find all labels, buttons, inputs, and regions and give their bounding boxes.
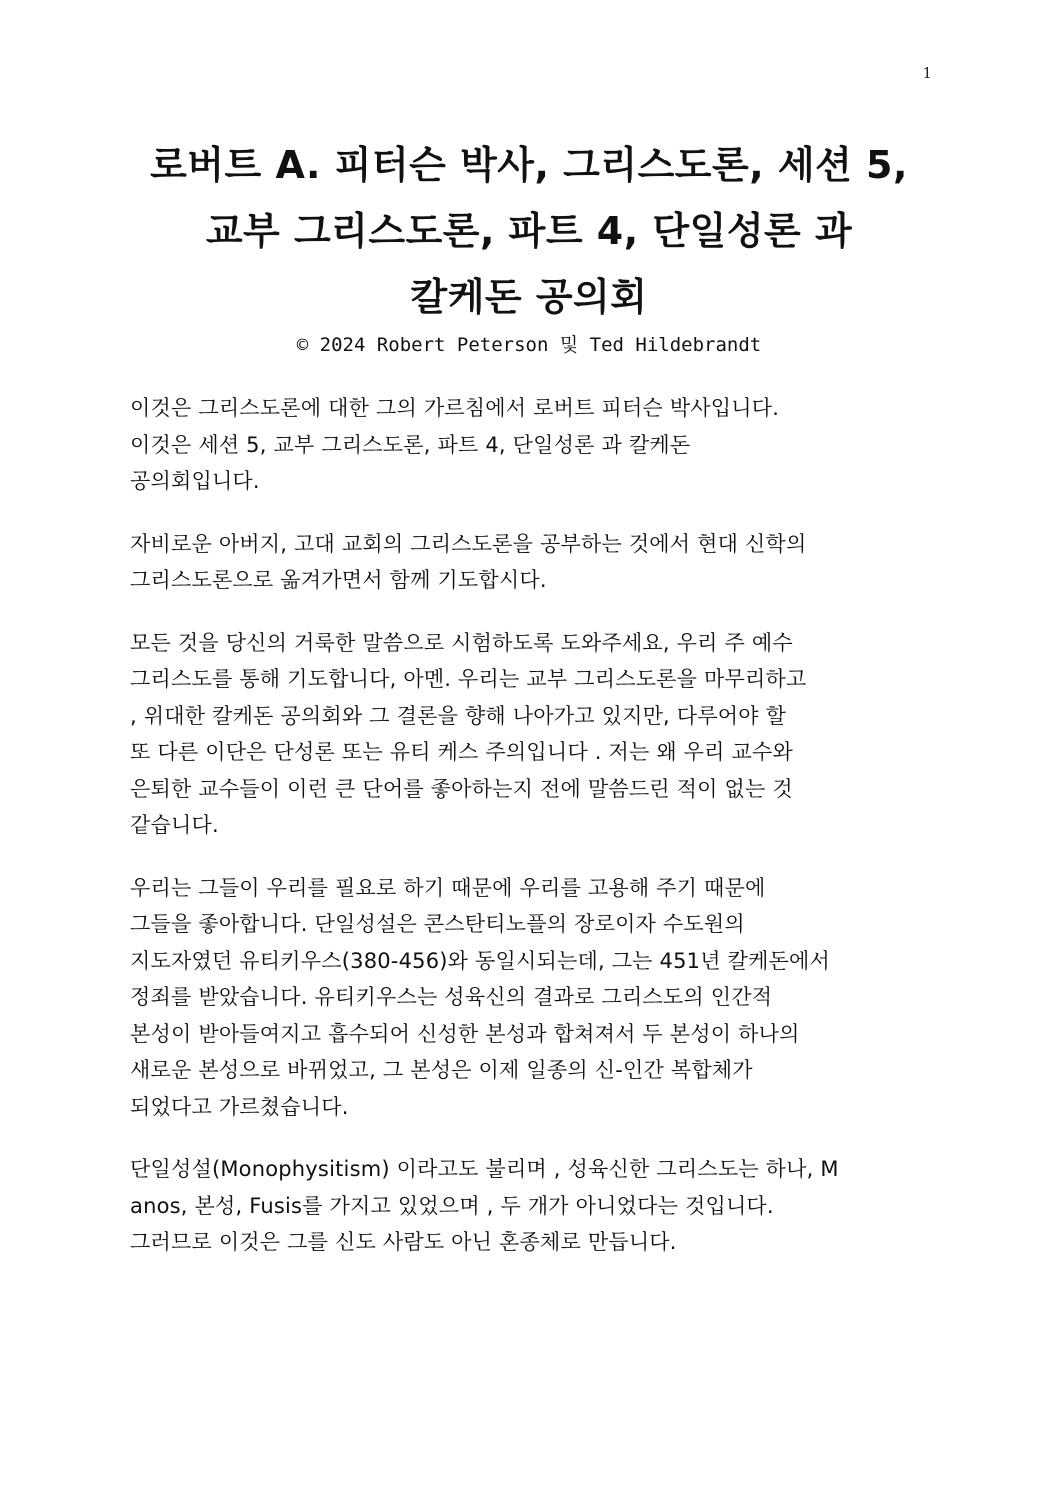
paragraph <box>130 526 940 599</box>
copyright-notice: © 2024 Robert Peterson 및 Ted Hildebrandt <box>296 334 762 356</box>
title-line: 교부 그리스도론, 파트 4, 단일성론 과 <box>205 209 853 253</box>
text-line: 그리스도를 통해 기도합니다, 아멘. 우리는 교부 그리스도론을 마무리하고 <box>130 667 807 691</box>
text-line: 자비로운 아버지, 고대 교회의 그리스도론을 공부하는 것에서 현대 신학의 <box>130 531 807 556</box>
text-line: 그들을 좋아합니다. 단일성설은 콘스탄티노플의 장로이자 수도원의 <box>130 912 745 936</box>
paragraph <box>130 870 940 1126</box>
text-line: 그러므로 이것은 그를 신도 사람도 아닌 혼종체로 만듭니다. <box>130 1230 677 1254</box>
text-line: 같습니다. <box>130 813 219 837</box>
text-line: anos, 본성, Fusis를 가지고 있었으며 , 두 개가 아니었다는 것입니다. <box>130 1193 774 1218</box>
text-line: , 위대한 칼케돈 공의회와 그 결론을 향해 나아가고 있지만, 다루어야 할 <box>130 703 787 728</box>
text-line: 이것은 그리스도론에 대한 그의 가르침에서 로버트 피터슨 박사입니다. <box>130 396 780 420</box>
title-line: 로버트 A. 피터슨 박사, 그리스도론, 세션 5, <box>150 143 908 187</box>
text-line: 그리스도론으로 옮겨가면서 함께 기도합시다. <box>130 568 547 592</box>
text-line: 공의회입니다. <box>130 469 260 493</box>
text-line: 모든 것을 당신의 거룩한 말씀으로 시험하도록 도와주세요, 우리 주 예수 <box>130 630 793 655</box>
text-line: 지도자였던 유티키우스(380-456)와 동일시되는데, 그는 451년 칼케돈에서 <box>130 948 831 973</box>
paragraph <box>130 1151 940 1261</box>
document-title <box>0 132 1058 360</box>
text-line: 정죄를 받았습니다. 유티키우스는 성육신의 결과로 그리스도의 인간적 <box>130 985 773 1009</box>
text-line: 우리는 그들이 우리를 필요로 하기 때문에 우리를 고용해 주기 때문에 <box>130 875 766 900</box>
page-number: 1 <box>922 64 932 82</box>
text-line: 본성이 받아들여지고 흡수되어 신성한 본성과 합쳐져서 두 본성이 하나의 <box>130 1021 800 1046</box>
text-line: 은퇴한 교수들이 이런 큰 단어를 좋아하는지 전에 말씀드린 적이 없는 것 <box>130 776 793 801</box>
text-line: 단일성설(Monophysitism) 이라고도 불리며 , 성육신한 그리스도는 하나, M <box>130 1157 839 1181</box>
text-line: 이것은 세션 5, 교부 그리스도론, 파트 4, 단일성론 과 칼케돈 <box>130 432 691 457</box>
text-line: 또 다른 이단은 단성론 또는 유티 케스 주의입니다 . 저는 왜 우리 교수와 <box>130 740 793 764</box>
document-body <box>130 390 940 1287</box>
paragraph <box>130 625 940 844</box>
title-line: 칼케돈 공의회 <box>410 275 648 319</box>
paragraph <box>130 390 940 500</box>
text-line: 되었다고 가르쳤습니다. <box>130 1094 349 1119</box>
text-line: 새로운 본성으로 바뀌었고, 그 본성은 이제 일종의 신-인간 복합체가 <box>130 1058 753 1082</box>
